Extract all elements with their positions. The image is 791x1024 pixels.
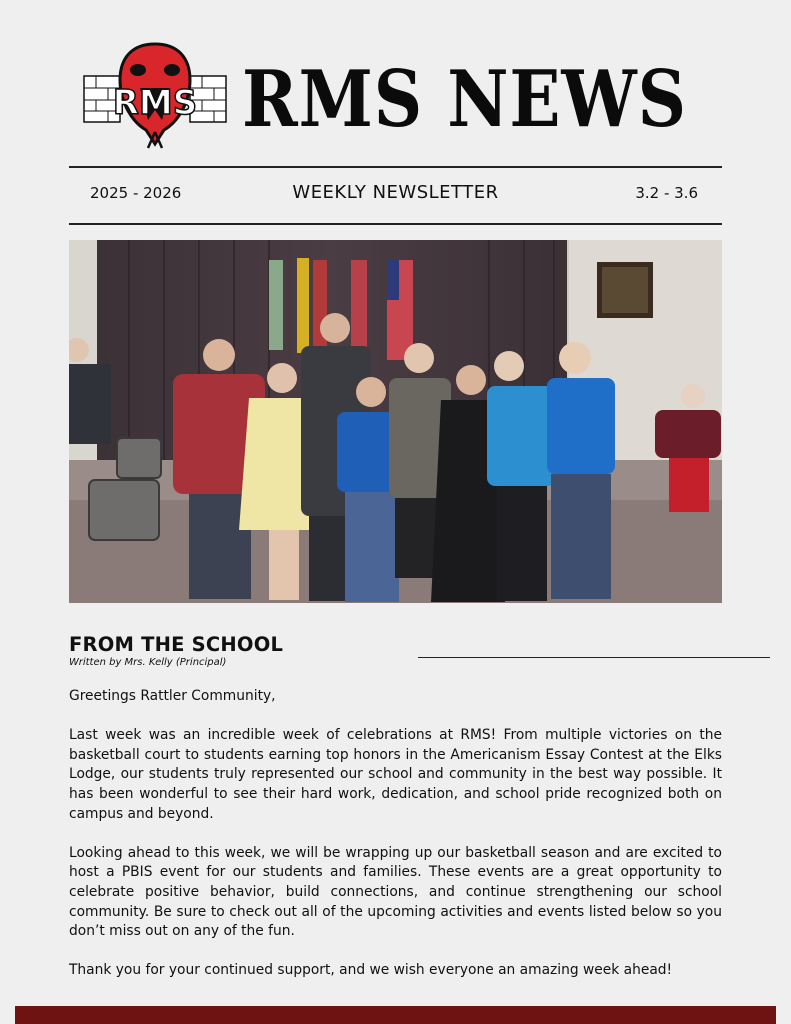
section-divider [418,657,770,658]
svg-text:RMS: RMS [112,83,198,123]
header-divider-top [69,166,722,168]
article-closing: Thank you for your continued support, and we wish everyone an amazing week ahead! [69,962,673,979]
award-group-photo [69,240,722,603]
header-divider-bottom [69,223,722,225]
week-dates: 3.2 - 3.6 [635,184,698,202]
rms-rattler-logo [80,40,230,150]
greeting: Greetings Rattler Community, [69,688,276,704]
byline: Written by Mrs. Kelly (Principal) [69,657,227,668]
section-title: FROM THE SCHOOL [69,633,284,656]
article-paragraph: Last week was an incredible week of celebrations at RMS! From multiple victories on the basketball court to students earning top honors in the Americanism Essay Contest at the Elks Lodge, our students truly represented our school and community in the best way possible. It has been wonderful to see their hard work, dedication, and school pride recognized both on campus and beyond. [69,727,722,822]
article-body [69,687,722,1001]
masthead-title: RMS NEWS [242,54,687,145]
newsletter-label: WEEKLY NEWSLETTER [292,182,499,203]
article-paragraph: Looking ahead to this week, we will be wrapping up our basketball season and are excited to host a PBIS event for our students and families. These events are a great opportunity to celebrate positive behavior, build connections, and continue strengthening our school community. Be sure to check out all of the upcoming activities and events listed below so you don’t miss out on any of the fun. [69,844,722,940]
school-year: 2025 - 2026 [90,184,182,202]
footer-bar [15,1006,776,1024]
